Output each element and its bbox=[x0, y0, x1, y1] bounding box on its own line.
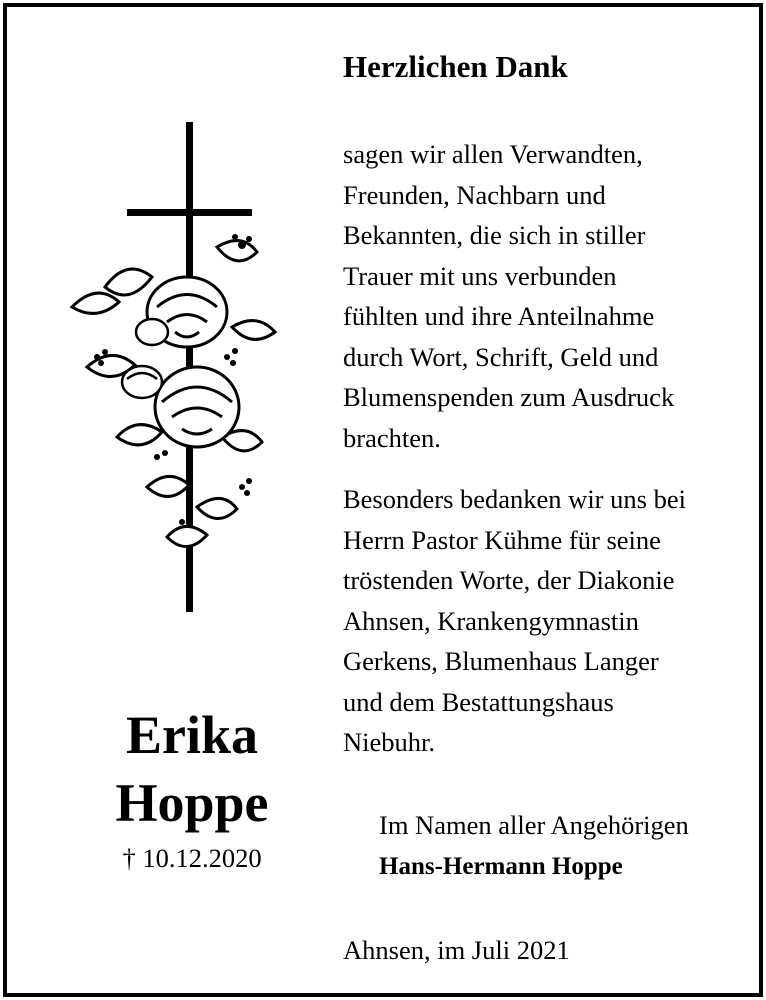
text-line: Trauer mit uns verbunden bbox=[343, 260, 617, 291]
signature-intro: Im Namen aller Angehörigen bbox=[379, 810, 689, 840]
text-line: sagen wir allen Verwandten, bbox=[343, 139, 643, 169]
text-line: Bekannten, die sich in stiller bbox=[343, 220, 646, 250]
text-line: durch Wort, Schrift, Geld und bbox=[343, 341, 659, 372]
heading: Herzlichen Dank bbox=[343, 49, 568, 84]
deceased-first-name: Erika bbox=[125, 705, 259, 765]
special-thanks-paragraph bbox=[343, 479, 686, 763]
death-date: † 10.12.2020 bbox=[122, 843, 262, 873]
cross-with-roses-icon bbox=[57, 117, 287, 617]
text-line: Herrn Pastor Kühme für seine bbox=[343, 524, 661, 555]
deceased-block bbox=[67, 701, 317, 875]
text-line: und dem Bestattungshaus bbox=[343, 686, 614, 717]
thanks-paragraph bbox=[343, 134, 674, 458]
text-line: Freunden, Nachbarn und bbox=[343, 179, 606, 210]
deceased-last-name: Hoppe bbox=[115, 773, 269, 833]
text-line: Niebuhr. bbox=[343, 727, 435, 757]
text-line: Ahnsen, Krankengymnastin bbox=[343, 605, 639, 636]
text-line: Blumenspenden zum Ausdruck bbox=[343, 382, 675, 412]
text-line: Gerkens, Blumenhaus Langer bbox=[343, 646, 659, 676]
text-line: brachten. bbox=[343, 422, 441, 453]
text-line: fühlten und ihre Anteilnahme bbox=[343, 301, 655, 331]
text-line: Besonders bedanken wir uns bei bbox=[343, 484, 686, 514]
obituary-card bbox=[3, 3, 763, 997]
text-line: tröstenden Worte, der Diakonie bbox=[343, 565, 675, 595]
signature-name: Hans-Hermann Hoppe bbox=[379, 853, 623, 880]
place-date: Ahnsen, im Juli 2021 bbox=[343, 935, 570, 965]
